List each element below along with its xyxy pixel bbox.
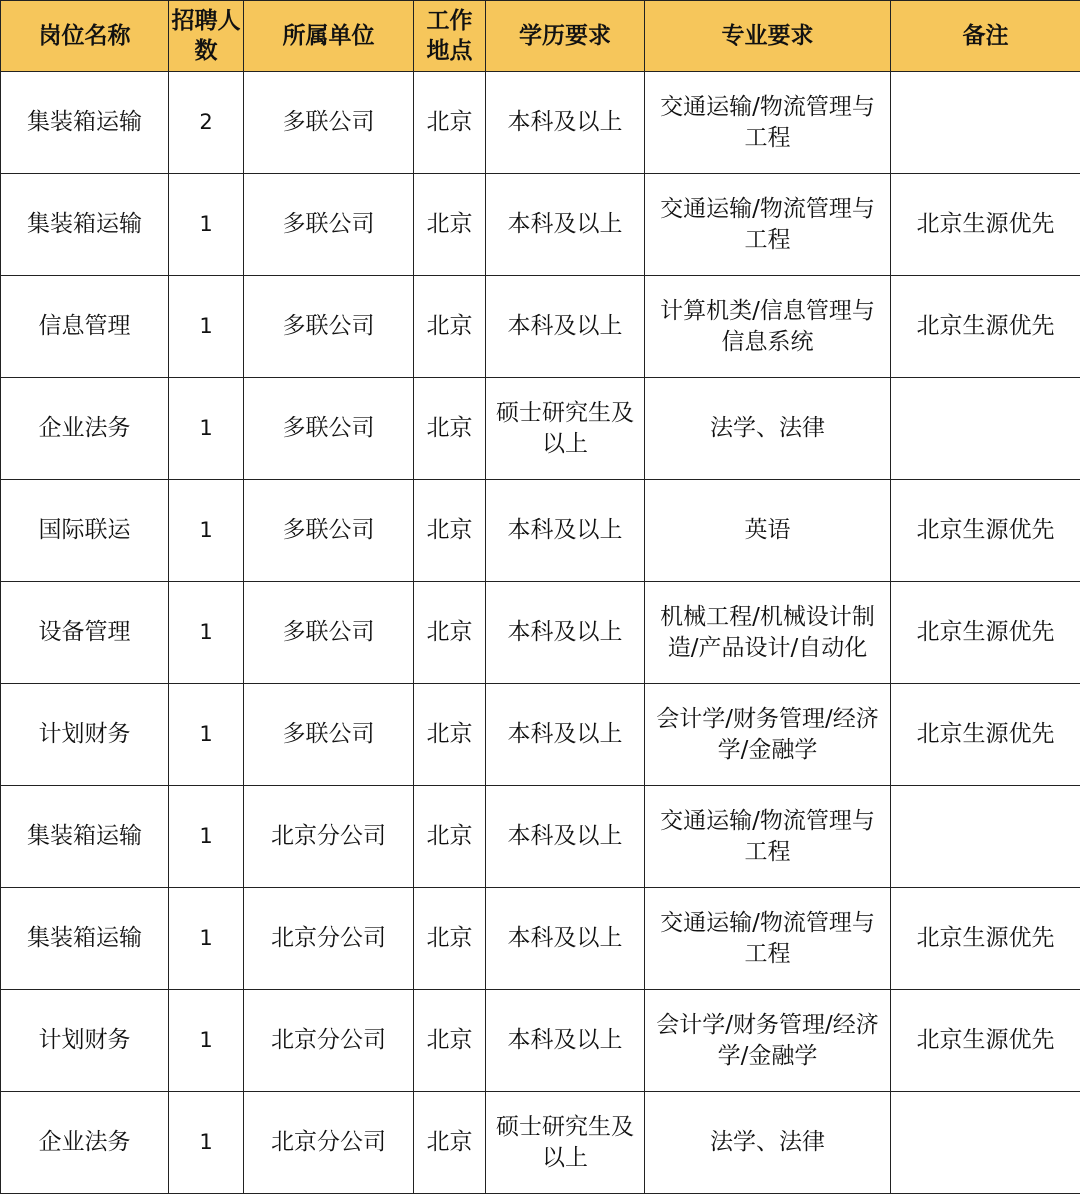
cell-unit: 北京分公司 xyxy=(244,786,414,888)
cell-unit: 多联公司 xyxy=(244,174,414,276)
cell-count: 1 xyxy=(169,1092,244,1194)
cell-education: 本科及以上 xyxy=(486,888,645,990)
cell-location: 北京 xyxy=(414,276,486,378)
cell-major: 交通运输/物流管理与工程 xyxy=(645,72,891,174)
cell-location: 北京 xyxy=(414,1092,486,1194)
table-row xyxy=(1,990,1080,1092)
cell-major: 交通运输/物流管理与工程 xyxy=(645,888,891,990)
cell-location: 北京 xyxy=(414,480,486,582)
cell-education: 本科及以上 xyxy=(486,684,645,786)
header-count: 招聘人数 xyxy=(169,1,244,72)
table-row xyxy=(1,174,1080,276)
cell-unit: 多联公司 xyxy=(244,72,414,174)
cell-unit: 多联公司 xyxy=(244,684,414,786)
cell-education: 本科及以上 xyxy=(486,582,645,684)
table-row xyxy=(1,72,1080,174)
cell-note: 北京生源优先 xyxy=(891,480,1080,582)
cell-location: 北京 xyxy=(414,72,486,174)
header-row xyxy=(1,1,1080,72)
cell-unit: 北京分公司 xyxy=(244,888,414,990)
cell-note: 北京生源优先 xyxy=(891,276,1080,378)
cell-major: 会计学/财务管理/经济学/金融学 xyxy=(645,990,891,1092)
cell-note xyxy=(891,1092,1080,1194)
table-row xyxy=(1,1092,1080,1194)
header-unit: 所属单位 xyxy=(244,1,414,72)
table-row xyxy=(1,480,1080,582)
header-position: 岗位名称 xyxy=(1,1,169,72)
cell-note xyxy=(891,786,1080,888)
cell-position: 计划财务 xyxy=(1,990,169,1092)
cell-position: 国际联运 xyxy=(1,480,169,582)
cell-education: 本科及以上 xyxy=(486,786,645,888)
table-row xyxy=(1,378,1080,480)
table-row xyxy=(1,786,1080,888)
table-row xyxy=(1,684,1080,786)
cell-education: 本科及以上 xyxy=(486,276,645,378)
cell-unit: 多联公司 xyxy=(244,378,414,480)
cell-count: 1 xyxy=(169,888,244,990)
cell-education: 硕士研究生及以上 xyxy=(486,1092,645,1194)
cell-major: 交通运输/物流管理与工程 xyxy=(645,786,891,888)
cell-note xyxy=(891,378,1080,480)
cell-position: 企业法务 xyxy=(1,378,169,480)
cell-education: 硕士研究生及以上 xyxy=(486,378,645,480)
cell-location: 北京 xyxy=(414,786,486,888)
cell-location: 北京 xyxy=(414,174,486,276)
cell-major: 会计学/财务管理/经济学/金融学 xyxy=(645,684,891,786)
cell-unit: 北京分公司 xyxy=(244,990,414,1092)
header-major: 专业要求 xyxy=(645,1,891,72)
header-note: 备注 xyxy=(891,1,1080,72)
cell-count: 1 xyxy=(169,276,244,378)
cell-position: 企业法务 xyxy=(1,1092,169,1194)
cell-position: 集装箱运输 xyxy=(1,786,169,888)
cell-count: 1 xyxy=(169,684,244,786)
cell-position: 集装箱运输 xyxy=(1,888,169,990)
cell-position: 计划财务 xyxy=(1,684,169,786)
cell-major: 法学、法律 xyxy=(645,1092,891,1194)
cell-education: 本科及以上 xyxy=(486,72,645,174)
cell-note: 北京生源优先 xyxy=(891,582,1080,684)
cell-major: 计算机类/信息管理与信息系统 xyxy=(645,276,891,378)
cell-count: 1 xyxy=(169,990,244,1092)
cell-note: 北京生源优先 xyxy=(891,174,1080,276)
header-location: 工作地点 xyxy=(414,1,486,72)
cell-position: 集装箱运输 xyxy=(1,174,169,276)
cell-count: 1 xyxy=(169,480,244,582)
cell-note: 北京生源优先 xyxy=(891,888,1080,990)
cell-unit: 多联公司 xyxy=(244,276,414,378)
cell-location: 北京 xyxy=(414,888,486,990)
table-header xyxy=(1,1,1080,72)
cell-major: 英语 xyxy=(645,480,891,582)
header-education: 学历要求 xyxy=(486,1,645,72)
cell-unit: 多联公司 xyxy=(244,582,414,684)
table-body xyxy=(1,72,1080,1194)
cell-position: 信息管理 xyxy=(1,276,169,378)
cell-unit: 多联公司 xyxy=(244,480,414,582)
cell-count: 1 xyxy=(169,174,244,276)
cell-note: 北京生源优先 xyxy=(891,684,1080,786)
cell-education: 本科及以上 xyxy=(486,174,645,276)
cell-unit: 北京分公司 xyxy=(244,1092,414,1194)
cell-major: 交通运输/物流管理与工程 xyxy=(645,174,891,276)
cell-location: 北京 xyxy=(414,378,486,480)
cell-count: 1 xyxy=(169,786,244,888)
cell-note xyxy=(891,72,1080,174)
cell-count: 1 xyxy=(169,582,244,684)
cell-major: 法学、法律 xyxy=(645,378,891,480)
cell-education: 本科及以上 xyxy=(486,990,645,1092)
cell-location: 北京 xyxy=(414,990,486,1092)
cell-count: 2 xyxy=(169,72,244,174)
cell-major: 机械工程/机械设计制造/产品设计/自动化 xyxy=(645,582,891,684)
cell-note: 北京生源优先 xyxy=(891,990,1080,1092)
table-row xyxy=(1,582,1080,684)
cell-count: 1 xyxy=(169,378,244,480)
cell-position: 设备管理 xyxy=(1,582,169,684)
cell-education: 本科及以上 xyxy=(486,480,645,582)
cell-location: 北京 xyxy=(414,684,486,786)
cell-location: 北京 xyxy=(414,582,486,684)
table-row xyxy=(1,888,1080,990)
cell-position: 集装箱运输 xyxy=(1,72,169,174)
table-row xyxy=(1,276,1080,378)
